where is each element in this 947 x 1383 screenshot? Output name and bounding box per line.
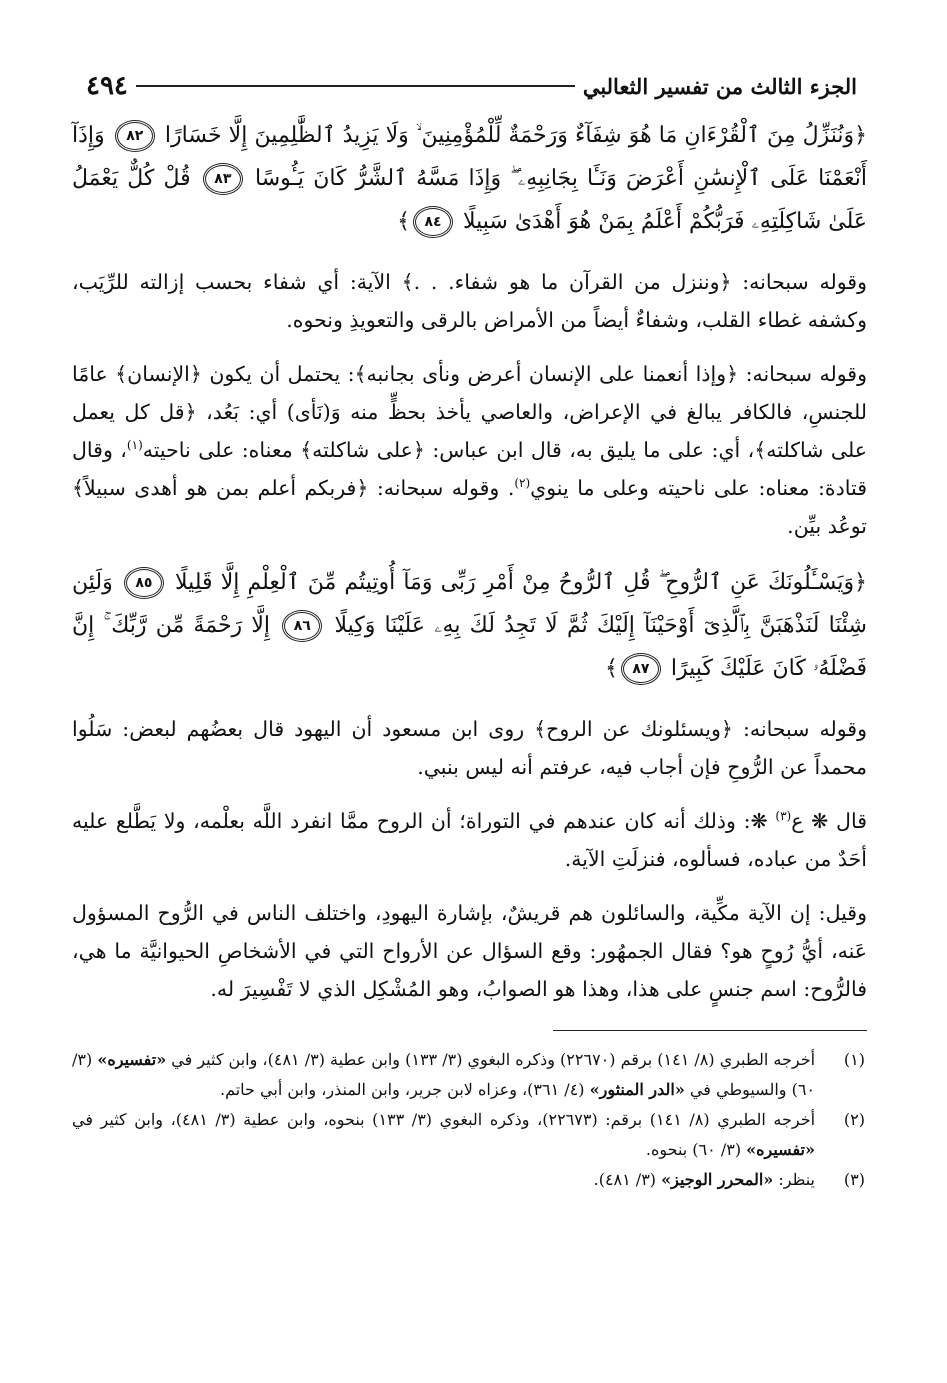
running-title: الجزء الثالث من تفسير الثعالبي [582,73,857,99]
footnote-1 [72,1045,867,1105]
paragraph-text: قال ❋ ع [791,809,867,833]
footnote-text [72,1165,815,1195]
book-title: «تفسيره» [97,1050,167,1069]
quran-verse-block-1 [72,114,867,243]
footnote-text [72,1105,815,1165]
verse-text: وَإِذَآ أَنْعَمْنَا عَلَى ٱلْإِنسَٰنِ أَعْرَضَ وَنَـَٔا بِجَانِبِهِۦ ۖ وَإِذَا مَسَّهُ ٱلشَّرُّ كَانَ يَـُٔوسًا [72,123,867,191]
ayah-number-83: ٨٣ [203,163,243,195]
footnote-ref-2[interactable]: (٢) [514,476,531,491]
verse-text: ﴿وَنُنَزِّلُ مِنَ ٱلْقُرْءَانِ مَا هُوَ شِفَآءٌ وَرَحْمَةٌ لِّلْمُؤْمِنِينَ ۙ وَلَا يَزِيدُ ٱلظَّٰلِمِينَ إِلَّا خَسَارًا [164,123,868,148]
paragraph-text: ، وقال قتادة: معناه: على ناحيته وعلى ما ينوي [72,438,867,500]
paragraph-qila: وقيل: إن الآية مكِّية، والسائلون هم قريشٌ، بإشارة اليهودِ، واختلف الناس في الرُّوح المسؤول عَنه، أيُّ رُوحٍ هو؟ فقال الجمهُور: وقع السؤال عن الأرواح التي في الأشخاصِ الحيوانيَّة ما هي، فالرُّوح: اسم جنسٍ على هذا، وهذا هو الصوابُ، وهو المُشْكِل الذي لا تَفْسِيرَ له. [72,901,867,1001]
header-rule [136,85,575,87]
paragraph-insan [72,355,867,545]
paragraph-shifa: وقوله سبحانه: ﴿وننزل من القرآن ما هو شفاء. . .﴾ الآية: أي شفاء بحسب إزالته للرِّيَب، وكشفه غطاء القلب، وشفاءٌ أيضاً من الأمراض بالرقى والتعويذِ ونحوه. [72,270,867,332]
verse-text: إِلَّا رَحْمَةً مِّن رَّبِّكَ ۚ إِنَّ فَضْلَهُۥ كَانَ عَلَيْكَ كَبِيرًا [72,613,867,681]
footnote-text-part: (٤/ ٣٦١)، وعزاه لابن جرير، وابن المنذر، وابن أبي حاتم. [219,1080,590,1099]
footnote-text-part: (٣/ ٤٨١). [593,1170,662,1189]
book-title: «الدر المنثور» [589,1080,685,1099]
footnote-text [72,1045,815,1105]
footnote-text-part: أخرجه الطبري (٨/ ١٤١) برقم: (٢٢٦٧٣)، وذكره البغوي (٣/ ١٣٣) بنحوه، وابن عطية (٣/ ٤٨١)، وابن كثير في [72,1110,816,1129]
paragraph-text: وقوله سبحانه: ﴿وإذا أنعمنا على الإنسان أعرض ونأى بجانبه﴾: يحتمل أن يكون ﴿الإنسان﴾ عامًا للجنسِ، فالكافر يبالغ في الإعراض، والعاصي يأخذ بحظٍّ منه وَ(نَأى) أي: بَعُد، ﴿قل كل يعمل على شاكلته﴾، أي: على ما يليق به، قال ابن عباس: ﴿على شاكلته﴾ معناه: على ناحيته [72,362,867,462]
paragraph-qala-ain [72,802,867,878]
quran-verse-block-2 [72,561,867,690]
page-header [72,62,867,110]
verse-close-bracket: ﴾ [605,656,618,681]
footnotes [72,1045,867,1195]
book-title: «المحرر الوجيز» [661,1170,774,1189]
footnote-2 [72,1105,867,1165]
footnote-3 [72,1165,867,1195]
ayah-number-87: ٨٧ [621,653,661,685]
page-number: ٤٩٤ [86,71,128,101]
verse-text: قُلْ كُلٌّ يَعْمَلُ عَلَىٰ شَاكِلَتِهِۦ فَرَبُّكُمْ أَعْلَمُ بِمَنْ هُوَ أَهْدَىٰ سَبِيلًا [72,166,867,234]
ayah-number-84: ٨٤ [413,206,453,238]
footnote-text-part: أخرجه الطبري (٨/ ١٤١) برقم (٢٢٦٧٠) وذكره البغوي (٣/ ١٣٣) وابن عطية (٣/ ٤٨١)، وابن كثير في [166,1050,816,1069]
footnote-text-part: ينظر: [773,1170,815,1189]
footnote-ref-1[interactable]: (١) [126,438,143,453]
verse-text: وَلَئِن شِئْنَا لَنَذْهَبَنَّ بِٱلَّذِىٓ أَوْحَيْنَآ إِلَيْكَ ثُمَّ لَا تَجِدُ لَكَ بِهِۦ عَلَيْنَا وَكِيلًا [72,570,867,638]
ayah-number-85: ٨٥ [124,567,164,599]
footnote-number: (٣) [843,1170,865,1189]
ayah-number-86: ٨٦ [282,610,322,642]
footnote-text-part: (٣/ ٦٠) والسيوطي في [72,1050,815,1099]
paragraph-ruh: وقوله سبحانه: ﴿ويسئلونك عن الروح﴾ روى ابن مسعود أن اليهود قال بعضُهم لبعض: سَلُوا محمداً عن الرُّوحِ فإن أجاب فيه، عرفتم أنه ليس بنبي. [72,717,867,779]
footnote-text-part: (٣/ ٦٠) بنحوه. [645,1140,747,1159]
paragraph-text: ❋: وذلك أنه كان عندهم في التوراة؛ أن الروح ممَّا انفرد اللَّه بعلْمه، ولا يَطَّلع عليه أحَدٌ من عباده، فسألوه، فنزلَتِ الآية. [72,809,867,871]
ayah-number-82: ٨٢ [115,120,155,152]
footnote-separator [553,1030,867,1031]
verse-text: ﴿وَيَسْـَٔلُونَكَ عَنِ ٱلرُّوحِ ۖ قُلِ ٱلرُّوحُ مِنْ أَمْرِ رَبِّى وَمَآ أُوتِيتُم مِّنَ ٱلْعِلْمِ إِلَّا قَلِيلًا [175,570,867,595]
footnote-ref-3[interactable]: (٣) [775,809,792,824]
footnote-number: (٢) [843,1110,865,1129]
book-title: «تفسيره» [746,1140,815,1159]
paragraph-text: . وقوله سبحانه: ﴿فربكم أعلم بمن هو أهدى سبيلاً﴾ توعُد بيِّن. [72,476,867,538]
verse-close-bracket: ﴾ [397,209,410,234]
footnote-number: (١) [843,1050,865,1069]
